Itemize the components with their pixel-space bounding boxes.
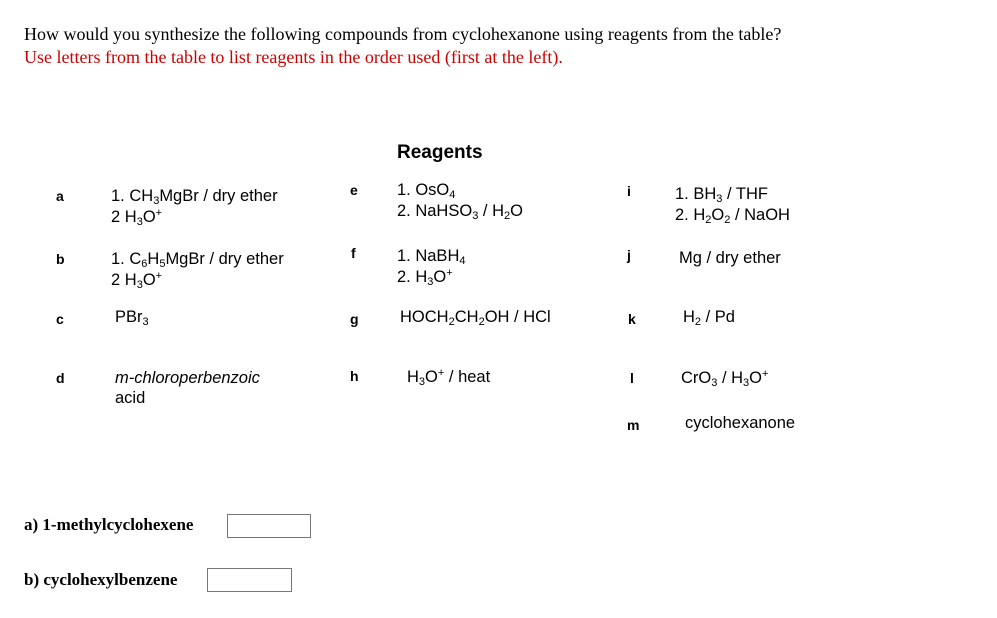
letter-b: b — [56, 251, 65, 267]
letter-e: e — [350, 182, 358, 198]
reagent-c: PBr$_3$ — [115, 308, 149, 328]
question-b-label: b) cyclohexylbenzene — [24, 570, 178, 589]
reagent-b: 1. $C_6H_5MgBr$ / dry ether 2 $H_3O^+$ — [111, 250, 284, 291]
reagents-header: Reagents — [397, 142, 483, 163]
letter-j: j — [627, 247, 631, 263]
reagent-m: cyclohexanone — [685, 414, 796, 432]
letter-a: a — [56, 188, 64, 204]
instruction-line-1: How would you synthesize the following compounds from cyclohexanone using reagents from the table? — [24, 24, 782, 44]
reagent-d: m-chloroperbenzoic acid — [115, 369, 260, 407]
letter-h: h — [350, 368, 359, 384]
letter-d: d — [56, 370, 65, 386]
letter-c: c — [56, 311, 64, 327]
question-a-label: a) 1-methylcyclohexene — [24, 515, 194, 534]
letter-k: k — [628, 311, 636, 327]
reagent-j: Mg / dry ether — [679, 249, 781, 267]
answer-b-input[interactable] — [207, 568, 292, 592]
reagent-k: $H_2$ / Pd — [683, 308, 735, 328]
letter-m: m — [627, 417, 640, 433]
letter-i: i — [627, 183, 631, 199]
reagent-e: 1. OsO$_4$ 2. NaHSO$_3$ / $H_2O$ — [397, 181, 523, 222]
reagent-f: 1. NaBH$_4$ 2. $H_3O^+$ — [397, 247, 466, 288]
letter-g: g — [350, 311, 359, 327]
instruction-line-2: Use letters from the table to list reagents in the order used (first at the left). — [24, 47, 563, 67]
letter-f: f — [351, 245, 356, 261]
reagent-a: 1. $CH_3MgBr$ / dry ether 2 $H_3O^+$ — [111, 187, 278, 228]
answer-a-input[interactable] — [227, 514, 311, 538]
reagent-l: $CrO_3 / H_3O^+$ — [681, 368, 769, 389]
reagent-g: $HOCH_2CH_2OH$ / HCl — [400, 308, 551, 328]
reagent-i: 1. $BH_3$ / THF 2. $H_2O_2$ / NaOH — [675, 185, 790, 226]
letter-l: l — [630, 370, 634, 386]
reagent-h: $H_3O^+$ / heat — [407, 367, 491, 388]
